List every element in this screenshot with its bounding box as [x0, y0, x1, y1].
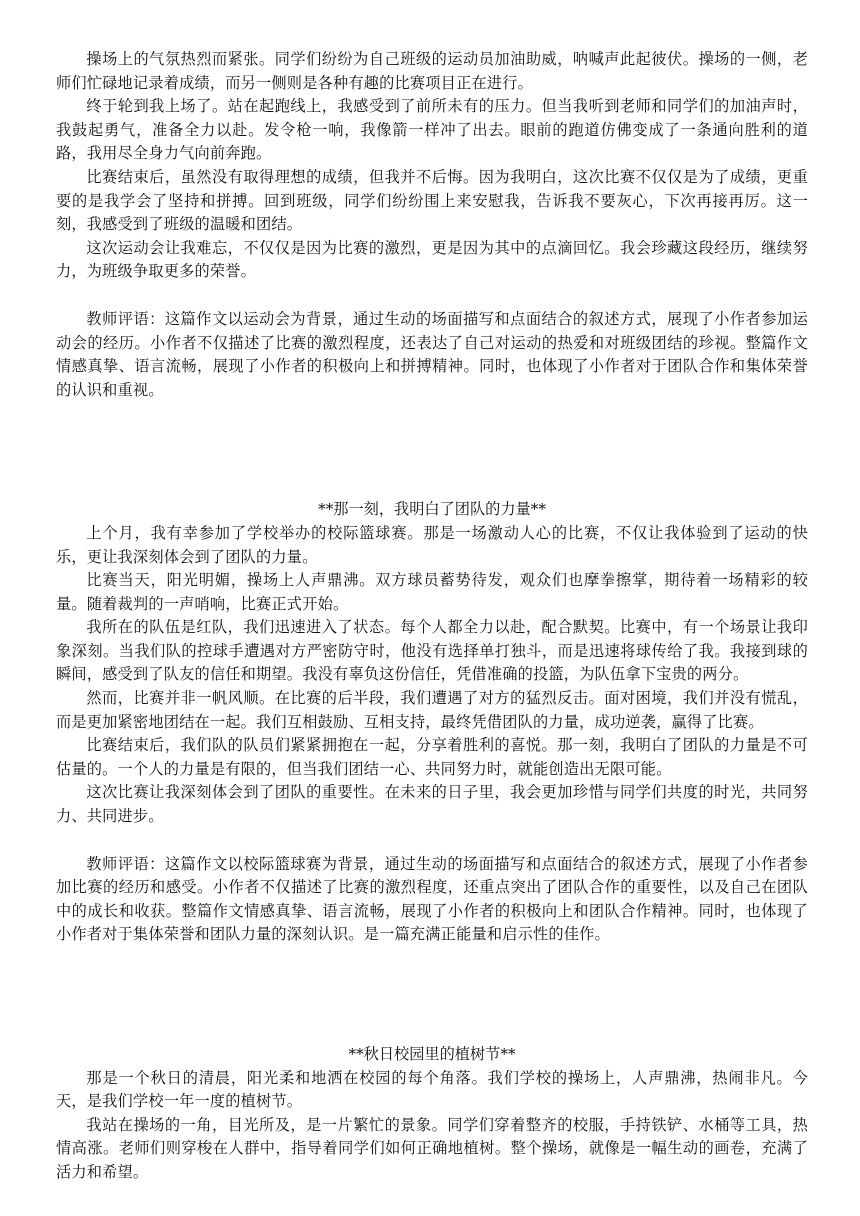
paragraph: 上个月，我有幸参加了学校举办的校际篮球赛。那是一场激动人心的比赛，不仅让我体验到了运动的快乐，更让我深刻体会到了团队的力量。 [56, 523, 808, 566]
paragraph: 那是一个秋日的清晨，阳光柔和地洒在校园的每个角落。我们学校的操场上，人声鼎沸，热闹非凡。今天，是我们学校一年一度的植树节。 [56, 1068, 808, 1111]
paragraph: 我所在的队伍是红队，我们迅速进入了状态。每个人都全力以赴，配合默契。比赛中，有一个场景让我印象深刻。当我们队的控球手遭遇对方严密防守时，他没有选择单打独斗，而是迅速将球传给了我。我接到球的瞬间，感受到了队友的信任和期望。我没有辜负这份信任，凭借准确的投篮，为队伍拿下宝贵的两分。 [56, 618, 808, 684]
paragraph: 操场上的气氛热烈而紧张。同学们纷纷为自己班级的运动员加油助威，呐喊声此起彼伏。操场的一侧，老师们忙碌地记录着成绩，而另一侧则是各种有趣的比赛项目正在进行。 [56, 50, 808, 92]
paragraph: 这次比赛让我深刻体会到了团队的重要性。在未来的日子里，我会更加珍惜与同学们共度的时光，共同努力、共同进步。 [56, 783, 808, 826]
essay-tree-planting-body [56, 1067, 808, 1185]
paragraph: 我站在操场的一角，目光所及，是一片繁忙的景象。同学们穿着整齐的校服，手持铁铲、水桶等工具，热情高涨。老师们则穿梭在人群中，指导着同学们如何正确地植树。整个操场，就像是一幅生动的画卷，充满了活力和希望。 [56, 1115, 808, 1181]
paragraph: 比赛结束后，虽然没有取得理想的成绩，但我并不后悔。因为我明白，这次比赛不仅仅是为了成绩，更重要的是我学会了坚持和拼搏。回到班级，同学们纷纷围上来安慰我，告诉我不要灰心，下次再接再厉。这一刻，我感受到了班级的温暖和团结。 [56, 167, 808, 234]
essay-sports-meet-body [56, 48, 808, 284]
paragraph: 这次运动会让我难忘，不仅仅是因为比赛的激烈，更是因为其中的点滴回忆。我会珍藏这段经历，继续努力，为班级争取更多的荣誉。 [56, 238, 808, 281]
essay-title-team-power: **那一刻，我明白了团队的力量** [318, 500, 546, 519]
essay-team-power-body [56, 522, 808, 829]
teacher-comment: 教师评语：这篇作文以运动会为背景，通过生动的场面描写和点面结合的叙述方式，展现了小作者参加运动会的经历。小作者不仅描述了比赛的激烈程度，还表达了自己对运动的热爱和对班级团结的珍视。整篇作文情感真挚、语言流畅，展现了小作者的积极向上和拼搏精神。同时，也体现了小作者对于团队合作和集体荣誉的认识和重视。 [56, 309, 808, 399]
paragraph: 然而，比赛并非一帆风顺。在比赛的后半段，我们遭遇了对方的猛烈反击。面对困境，我们并没有慌乱，而是更加紧密地团结在一起。我们互相鼓励、互相支持，最终凭借团队的力量，成功逆袭，赢得了比赛。 [56, 689, 808, 731]
teacher-comment: 教师评语：这篇作文以校际篮球赛为背景，通过生动的场面描写和点面结合的叙述方式，展现了小作者参加比赛的经历和感受。小作者不仅描述了比赛的激烈程度，还重点突出了团队合作的重要性，以及自己在团队中的成长和收获。整篇作文情感真挚、语言流畅，展现了小作者的积极向上和团队合作精神。同时，也体现了小作者对于集体荣誉和团队力量的深刻认识。是一篇充满正能量和启示性的佳作。 [56, 854, 808, 944]
paragraph: 比赛结束后，我们队的队员们紧紧拥抱在一起，分享着胜利的喜悦。那一刻，我明白了团队的力量是不可估量的。一个人的力量是有限的，但当我们团结一心、共同努力时，就能创造出无限可能。 [56, 736, 808, 778]
essay-title-tree-planting: **秋日校园里的植树节** [348, 1045, 516, 1063]
section-spacer [56, 402, 808, 498]
section-spacer [56, 947, 808, 1043]
teacher-comment-sports-meet [56, 308, 808, 402]
teacher-comment-team-power [56, 853, 808, 947]
paragraph: 终于轮到我上场了。站在起跑线上，我感受到了前所未有的压力。但当我听到老师和同学们的加油声时，我鼓起勇气，准备全力以赴。发令枪一响，我像箭一样冲了出去。眼前的跑道仿佛变成了一条通向胜利的道路，我用尽全身力气向前奔跑。 [56, 97, 808, 163]
paragraph: 比赛当天，阳光明媚，操场上人声鼎沸。双方球员蓄势待发，观众们也摩拳擦掌，期待着一场精彩的较量。随着裁判的一声哨响，比赛正式开始。 [56, 571, 808, 613]
